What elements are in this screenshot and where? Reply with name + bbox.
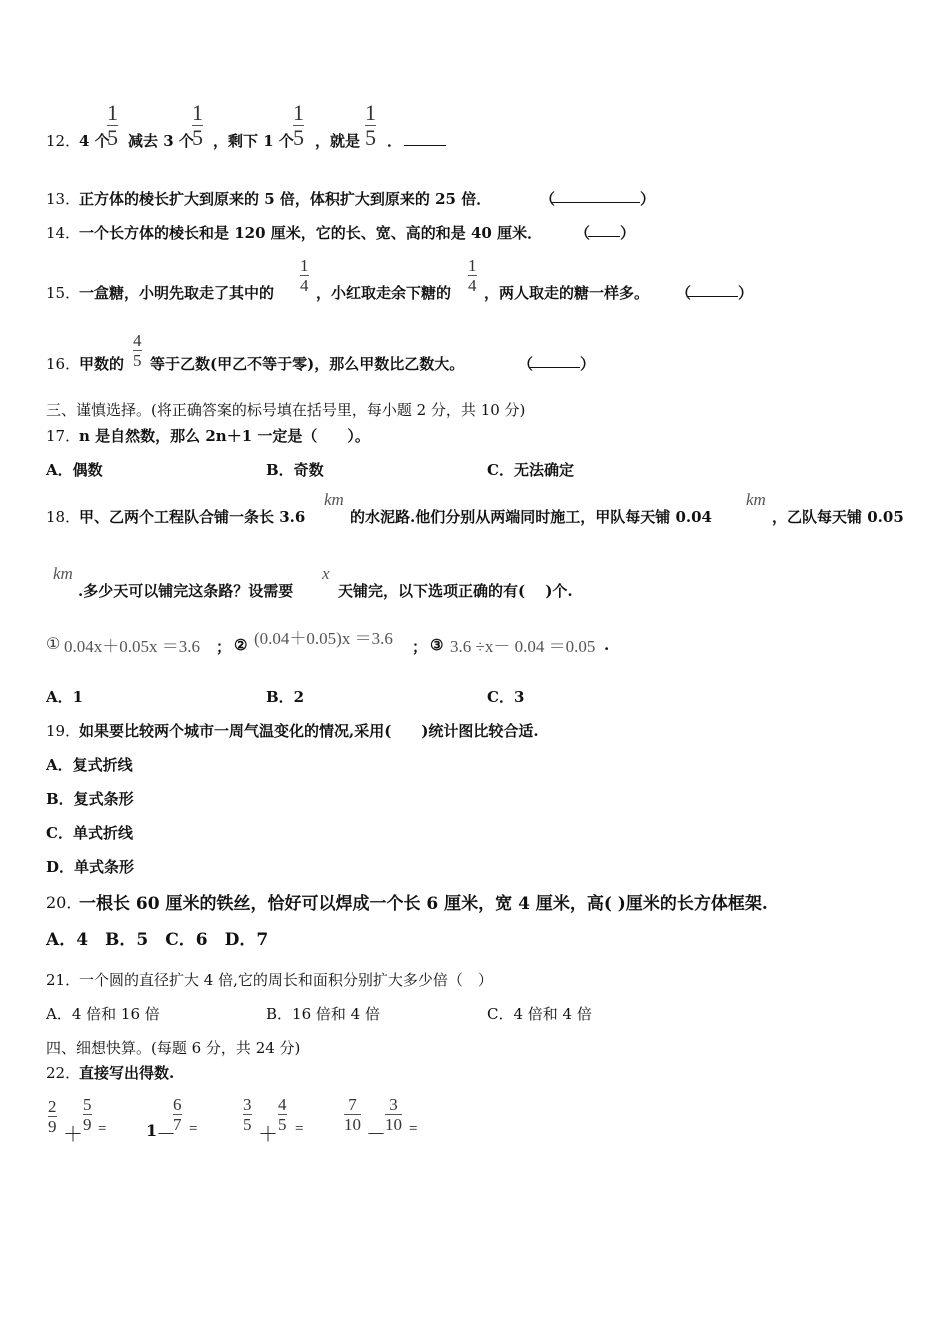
q15-fraction-1: 1 4 — [300, 256, 309, 295]
q22-e1-equals: = — [98, 1121, 107, 1137]
q17-option-c[interactable]: C．无法确定 — [487, 461, 574, 479]
q19-option-a[interactable]: A．复式折线 — [46, 756, 133, 774]
q18-eq2-mark: ② — [234, 636, 248, 654]
q18-option-b[interactable]: B．2 — [266, 688, 305, 706]
q22-e1-fraction-b: 5 9 — [83, 1095, 92, 1134]
section-3-heading: 三、谨慎选择。(将正确答案的标号填在括号里，每小题 2 分，共 10 分) — [46, 401, 526, 419]
q18-eq1-mark: ① — [46, 636, 61, 653]
q22-e3-equals: = — [295, 1121, 304, 1137]
q14-paren-left: （ — [575, 224, 591, 242]
q16-paren-right: ） — [580, 355, 596, 373]
q13-paren-right: ） — [640, 190, 656, 208]
q13-number: 13． — [46, 190, 81, 208]
q16-answer-blank[interactable] — [530, 355, 580, 368]
q15-answer-blank[interactable] — [688, 284, 738, 297]
q18-eq3-mark: ③ — [430, 636, 444, 654]
q12-fraction-2: 1 5 — [192, 100, 203, 150]
q14-number: 14． — [46, 224, 81, 242]
q18-equation-2: (0.04＋0.05)x ＝3.6 — [254, 629, 393, 648]
q13-answer-blank[interactable] — [552, 190, 640, 203]
q21-option-a[interactable]: A．4 倍和 16 倍 — [46, 1005, 160, 1023]
q17-number: 17． — [46, 427, 81, 445]
q18-variable-x: x — [322, 564, 330, 583]
q22-e4-equals: = — [409, 1121, 418, 1137]
q19-option-b[interactable]: B．复式条形 — [46, 790, 134, 808]
q18-unit-km-2: km — [746, 490, 766, 509]
q18-equation-1: 0.04x＋0.05x ＝3.6 — [64, 637, 200, 656]
q22-e4-fraction-b: 3 10 — [385, 1095, 402, 1134]
q18-text-3: ，乙队每天铺 0.05 — [772, 508, 904, 526]
q22-e3-fraction-b: 4 5 — [278, 1095, 287, 1134]
q21-option-c[interactable]: C．4 倍和 4 倍 — [487, 1005, 592, 1023]
q15-fraction-2: 1 4 — [468, 256, 477, 295]
q20-options[interactable]: A．4 B．5 C．6 D．7 — [46, 930, 269, 950]
q14-paren-right: ） — [620, 224, 636, 242]
q18-text-2: 的水泥路.他们分别从两端同时施工，甲队每天铺 0.04 — [350, 508, 712, 526]
q19-number: 19． — [46, 722, 81, 740]
q16-fraction: 4 5 — [133, 331, 142, 370]
q18-unit-km-3: km — [53, 564, 73, 583]
q22-e1-operator: ＋ — [63, 1124, 83, 1146]
q19-text: 如果要比较两个城市一周气温变化的情况,采用( )统计图比较合适. — [79, 722, 539, 740]
q22-e2-equals: = — [189, 1121, 198, 1137]
q15-text-3: ，两人取走的糖一样多。 — [484, 284, 650, 302]
q22-e4-operator: － — [366, 1124, 386, 1146]
q16-text-1: 甲数的 — [79, 355, 125, 373]
q22-e4-fraction-a: 7 10 — [344, 1095, 361, 1134]
q12-text-4: ，就是 — [315, 132, 361, 150]
q22-e2-lead: 1 — [146, 1121, 158, 1140]
q13-text: 正方体的棱长扩大到原来的 5 倍，体积扩大到原来的 25 倍． — [79, 190, 492, 208]
q12-text-5: ． — [387, 132, 403, 150]
q17-option-a[interactable]: A．偶数 — [46, 461, 103, 479]
q18-equation-3: 3.6 ÷x－ 0.04 ＝0.05 — [450, 637, 596, 656]
q19-option-d[interactable]: D．单式条形 — [46, 858, 135, 876]
q17-option-b[interactable]: B．奇数 — [266, 461, 324, 479]
q18-number: 18． — [46, 508, 81, 526]
q21-option-b[interactable]: B．16 倍和 4 倍 — [266, 1005, 380, 1023]
q22-e2-fraction-b: 6 7 — [173, 1095, 182, 1134]
q14-text: 一个长方体的棱长和是 120 厘米，它的长、宽、高的和是 40 厘米． — [79, 224, 543, 242]
q19-option-c[interactable]: C．单式折线 — [46, 824, 133, 842]
q18-end: . — [604, 636, 610, 654]
q21-text: 一个圆的直径扩大 4 倍,它的周长和面积分别扩大多少倍（ ） — [79, 971, 493, 989]
q15-number: 15． — [46, 284, 81, 302]
q15-text-1: 一盒糖，小明先取走了其中的 — [79, 284, 275, 302]
q18-text-1: 甲、乙两个工程队合铺一条长 3.6 — [79, 508, 306, 526]
q20-text: 一根长 60 厘米的铁丝，恰好可以焊成一个长 6 厘米，宽 4 厘米，高( )厘米的长方体框架. — [79, 894, 768, 914]
q12-text-2: 减去 3 个 — [128, 132, 194, 150]
q22-e2-operator: － — [156, 1124, 176, 1146]
q12-text-1: 4 个 — [79, 132, 110, 150]
q12-answer-blank[interactable] — [404, 133, 446, 146]
q22-e3-fraction-a: 3 5 — [243, 1095, 252, 1134]
q12-text-3: ，剩下 1 个 — [213, 132, 294, 150]
q12-fraction-1: 1 5 — [107, 100, 118, 150]
q18-option-c[interactable]: C．3 — [487, 688, 525, 706]
q16-number: 16． — [46, 355, 81, 373]
q15-paren-left: （ — [676, 284, 692, 302]
q13-paren-left: （ — [540, 190, 556, 208]
q16-paren-left: （ — [518, 355, 534, 373]
q16-text-2: 等于乙数(甲乙不等于零)，那么甲数比乙数大。 — [150, 355, 465, 373]
q18-text-4: .多少天可以铺完这条路？设需要 — [78, 582, 294, 600]
q17-text: n 是自然数，那么 2n＋1 一定是（ ）。 — [79, 427, 370, 445]
q18-text-5: 天铺完，以下选项正确的有( )个. — [338, 582, 573, 600]
q20-number: 20． — [46, 893, 83, 912]
q12-fraction-3: 1 5 — [293, 100, 304, 150]
q22-number: 22． — [46, 1064, 81, 1082]
q14-answer-blank[interactable] — [588, 224, 620, 237]
q18-sep-2: ； — [412, 638, 428, 656]
q15-text-2: ，小红取走余下糖的 — [316, 284, 452, 302]
q22-text: 直接写出得数. — [79, 1064, 175, 1082]
q18-unit-km-1: km — [324, 490, 344, 509]
section-4-heading: 四、细想快算。(每题 6 分，共 24 分) — [46, 1039, 301, 1057]
q22-e1-fraction-a: 2 9 — [48, 1097, 57, 1136]
q15-paren-right: ） — [738, 284, 754, 302]
q18-sep-1: ； — [216, 638, 232, 656]
q18-option-a[interactable]: A．1 — [46, 688, 84, 706]
q22-e3-operator: ＋ — [258, 1124, 278, 1146]
q21-number: 21． — [46, 971, 81, 989]
q12-number: 12． — [46, 132, 81, 150]
q12-fraction-4: 1 5 — [365, 100, 376, 150]
